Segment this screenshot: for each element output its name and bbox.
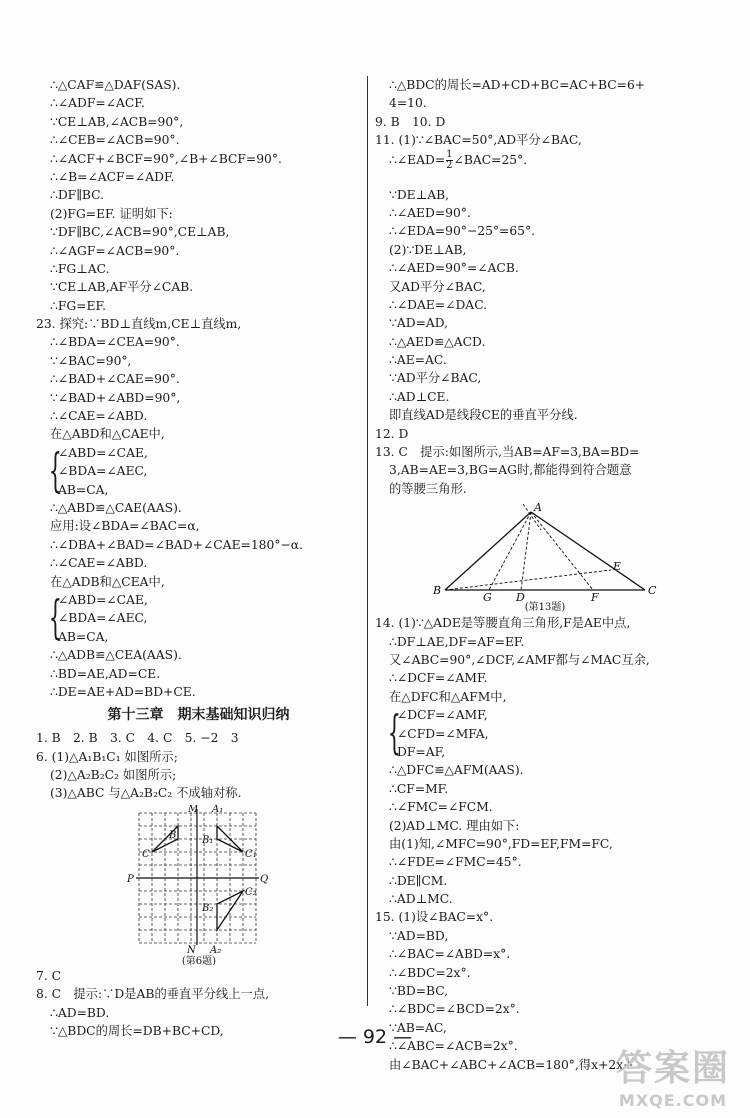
text-line: ∴DF⊥AE,DF=AF=EF.	[389, 634, 525, 649]
brace-system-1	[36, 444, 361, 499]
text-line: ∴AD=BD.	[50, 1005, 110, 1020]
text-line: ∴∠CAE=∠ABD.	[50, 409, 148, 424]
brace-line: DF=AF,	[397, 744, 446, 759]
left-column	[36, 76, 361, 1040]
right-column	[375, 76, 720, 1074]
problem-14-start: 14. (1)∵△ADE是等腰直角三角形,F是AE中点,	[375, 616, 631, 631]
brace-line: ∠DCF=∠AMF,	[397, 708, 488, 723]
brace-line: AB=CA,	[58, 629, 109, 644]
label-q: Q	[259, 873, 268, 885]
brace-line: ∠BDA=∠AEC,	[58, 611, 148, 626]
fraction-denominator: 2	[446, 159, 453, 171]
label-a2: A₂	[209, 944, 221, 956]
triangle-figure	[433, 500, 663, 612]
watermark-url: MXQE.COM	[618, 1091, 728, 1110]
label-b2: B₂	[201, 902, 213, 914]
text-line: ∵AD平分∠BAC,	[389, 371, 482, 386]
text-line: 即直线AD是线段CE的垂直平分线.	[389, 408, 578, 423]
answers-9-10: 9. B 10. D	[375, 114, 446, 129]
problem-15-start: 15. (1)设∠BAC=x°.	[375, 910, 494, 925]
label-d: D	[515, 591, 525, 605]
problem-11-start: 11. (1)∵∠BAC=50°,AD平分∠BAC,	[375, 133, 582, 148]
fraction-line	[375, 150, 720, 186]
text-line: ∴BD=AE,AD=CE.	[50, 666, 161, 681]
text-line: ∴∠AED=90°.	[389, 205, 471, 220]
text-line: ∴AD⊥MC.	[389, 892, 453, 907]
text-line: ∴∠FMC=∠FCM.	[389, 800, 493, 815]
text-line: ∵DE⊥AB,	[389, 187, 450, 202]
figure-6-caption: (第6题)	[181, 955, 216, 965]
text-line: ∴△ABD≌△CAE(AAS).	[50, 500, 182, 515]
text-line: ∴∠DAE=∠DAC.	[389, 297, 488, 312]
text-line: ∵BD=BC,	[389, 984, 449, 999]
label-e: E	[612, 560, 621, 574]
label-p: P	[126, 873, 134, 885]
text-line: ∴∠FDE=∠FMC=45°.	[389, 855, 522, 870]
brace-line: ∠CFD=∠MFA,	[397, 726, 489, 741]
fraction-numerator: 1	[446, 148, 453, 160]
text-line: ∴∠ADF=∠ACF.	[50, 96, 145, 111]
answer-12: 12. D	[375, 426, 409, 441]
text-line: 在△ABD和△CAE中,	[50, 427, 165, 442]
text-line: ∴FG⊥AC.	[50, 261, 110, 276]
label-a: A	[533, 501, 542, 515]
text-line: ∴∠CAE=∠ABD.	[50, 556, 148, 571]
grid-figure	[124, 805, 274, 965]
text-line: ∴∠EDA=90°−25°=65°.	[389, 224, 536, 239]
text-line: ∴∠DCF=∠AMF.	[389, 671, 488, 686]
chapter-heading: 第十三章 期末基础知识归纳	[107, 707, 290, 724]
text-line: (2)△A₂B₂C₂ 如图所示;	[50, 768, 177, 783]
text-line: ∵AD=AD,	[389, 316, 449, 331]
text-line: (2)AD⊥MC. 理由如下:	[389, 818, 520, 833]
text-line: ∵∠BAD+∠ABD=90°,	[50, 390, 181, 405]
segment-ba	[445, 512, 531, 590]
problem-23-start: 23. 探究:∵BD⊥直线m,CE⊥直线m,	[36, 317, 242, 332]
text-line: ∴CF=MF.	[389, 781, 449, 796]
problem-8-start: 8. C 提示:∵D是AB的垂直平分线上一点,	[36, 987, 270, 1002]
label-b: B	[432, 584, 441, 598]
segment-ac	[531, 512, 645, 590]
text-line: ∵AD=BD,	[389, 928, 449, 943]
text-line: ∴∠BAD+∠CAE=90°.	[50, 372, 180, 387]
label-c: C	[141, 848, 150, 860]
label-b: B	[168, 829, 176, 841]
text-line: ∵∠BAC=90°,	[50, 353, 132, 368]
brace-system-2	[36, 591, 361, 646]
text-line: ∴∠BDC=2x°.	[389, 965, 471, 980]
watermark-text: 答案圈	[615, 1048, 730, 1089]
answer-7: 7. C	[36, 968, 62, 983]
text-line: ∵CE⊥AB,∠ACB=90°,	[50, 114, 184, 129]
figure-13	[375, 500, 720, 612]
text-line: ∴∠ABC=∠ACB=2x°.	[389, 1039, 518, 1054]
text-part: ∴∠EAD=	[389, 152, 446, 167]
text-line: (2)∵DE⊥AB,	[389, 242, 467, 257]
text-line: ∵△BDC的周长=DB+BC+CD,	[50, 1024, 224, 1039]
label-b1: B₁	[201, 834, 213, 846]
text-line: 由∠BAC+∠ABC+∠ACB=180°,得x+2x+	[389, 1057, 634, 1072]
label-a1: A₁	[211, 804, 223, 815]
label-m: M	[187, 804, 198, 815]
text-line: ∴DF∥BC.	[50, 188, 105, 203]
text-line: 由(1)知,∠MFC=90°,FD=EF,FM=FC,	[389, 836, 613, 851]
text-line: ∴△CAF≌△DAF(SAS).	[50, 78, 181, 92]
column-divider	[367, 76, 368, 1006]
left-brace: {	[48, 442, 62, 497]
label-f: F	[590, 591, 599, 605]
text-line: ∴△ADB≌△CEA(AAS).	[50, 648, 182, 663]
text-line: 又∠ABC=90°,∠DCF,∠AMF都与∠MAC互余,	[389, 652, 650, 667]
figure-6	[36, 805, 361, 965]
text-line: ∴∠BDA=∠CEA=90°.	[50, 335, 180, 350]
watermark-logo	[616, 1040, 730, 1110]
text-line: ∴FG=EF.	[50, 298, 106, 313]
page-number: — 92 —	[337, 1026, 413, 1048]
text-line: 4=10.	[389, 96, 427, 111]
text-line: (3)△ABC 与△A₂B₂C₂ 不成轴对称.	[50, 786, 242, 801]
text-part: ∠BAC=25°.	[453, 152, 528, 167]
text-line: ∴△DFC≌△AFM(AAS).	[389, 763, 524, 778]
text-line: ∴∠ACF+∠BCF=90°,∠B+∠BCF=90°.	[50, 151, 282, 166]
text-line: ∵DF∥BC,∠ACB=90°,CE⊥AB,	[50, 225, 230, 240]
text-line: (2)FG=EF. 证明如下:	[50, 206, 173, 221]
text-line: ∵CE⊥AB,AF平分∠CAB.	[50, 280, 194, 295]
text-line: 在△ADB和△CEA中,	[50, 574, 165, 589]
text-line: 的等腰三角形.	[389, 481, 467, 496]
text-line: ∵AB=AC,	[389, 1020, 447, 1035]
label-n: N	[186, 944, 196, 956]
brace-line: AB=CA,	[58, 482, 109, 497]
problem-13-start: 13. C 提示:如图所示,当AB=AF=3,BA=BD=	[375, 445, 640, 460]
text-line: ∴∠BAC=∠ABD=x°.	[389, 947, 511, 962]
text-line: ∴△AED≌△ACD.	[389, 334, 486, 349]
brace-line: ∠ABD=∠CAE,	[58, 445, 148, 460]
left-brace: {	[387, 705, 401, 760]
fraction	[446, 150, 452, 171]
text-line: ∴AE=AC.	[389, 353, 447, 368]
label-c2: C₂	[244, 886, 257, 898]
text-line: ∴∠BDC=∠BCD=2x°.	[389, 1002, 520, 1017]
segment-be	[445, 570, 611, 590]
text-line: ∴DE∥CM.	[389, 873, 448, 888]
text-line: ∴∠B=∠ACF=∠ADF.	[50, 169, 175, 184]
text-line: ∴AD⊥CE.	[389, 389, 450, 404]
answers-1-5: 1. B 2. B 3. C 4. C 5. −2 3	[36, 731, 239, 746]
text-line: ∴∠AGF=∠ACB=90°.	[50, 243, 180, 258]
left-brace: {	[48, 589, 62, 644]
text-line: ∴∠AED=90°=∠ACB.	[389, 261, 519, 276]
label-g: G	[482, 591, 492, 605]
figure-13-caption: (第13题)	[524, 602, 565, 613]
text-line: 又AD平分∠BAC,	[389, 279, 486, 294]
text-line: 在△DFC和△AFM中,	[389, 689, 507, 704]
brace-system-3	[375, 706, 720, 761]
text-line: 应用:设∠BDA=∠BAC=α,	[50, 519, 200, 534]
text-line: ∴DE=AE+AD=BD+CE.	[50, 684, 196, 699]
text-line: ∴∠DBA+∠BAD=∠BAD+∠CAE=180°−α.	[50, 537, 303, 552]
text-line: ∴△BDC的周长=AD+CD+BC=AC+BC=6+	[389, 78, 646, 92]
label-c: C	[647, 584, 656, 598]
segment-ad	[521, 512, 531, 590]
text-line: ∴∠CEB=∠ACB=90°.	[50, 133, 180, 148]
problem-6-start: 6. (1)△A₁B₁C₁ 如图所示;	[36, 749, 178, 764]
text-line: 3,AB=AE=3,BG=AG时,都能得到符合题意	[389, 463, 632, 478]
brace-line: ∠BDA=∠AEC,	[58, 464, 148, 479]
segment-ag	[489, 512, 531, 590]
brace-line: ∠ABD=∠CAE,	[58, 592, 148, 607]
label-c1: C₁	[244, 848, 257, 860]
